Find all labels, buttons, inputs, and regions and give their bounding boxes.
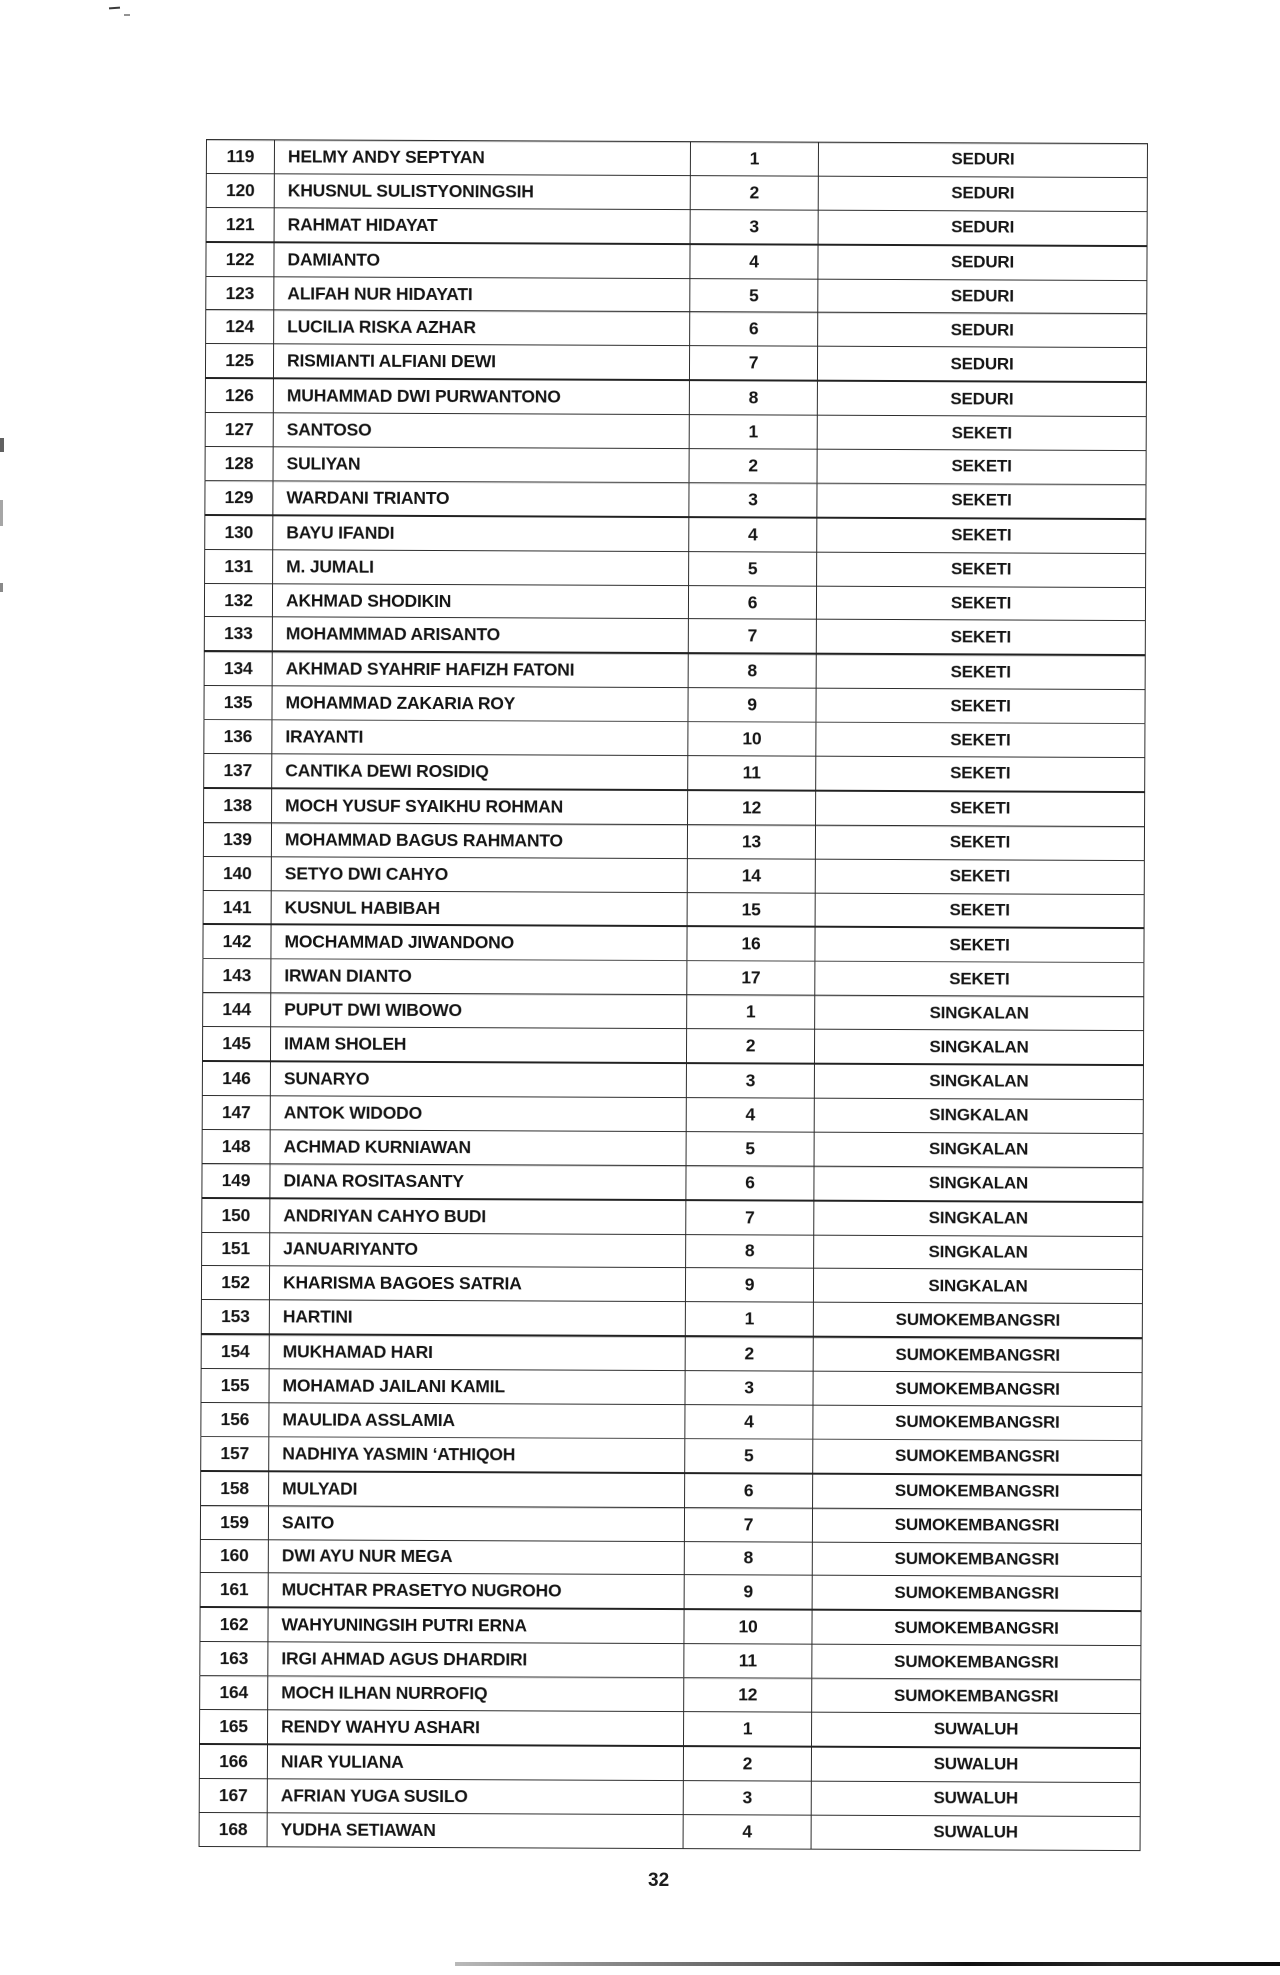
village-cell: SUMOKEMBANGSRI — [813, 1405, 1142, 1440]
row-number-cell: 145 — [202, 1027, 270, 1062]
order-number-cell: 12 — [688, 790, 816, 825]
row-number-cell: 127 — [205, 413, 273, 447]
village-cell: SEKETI — [817, 552, 1146, 587]
name-cell: MOHAMMMAD ARISANTO — [272, 617, 688, 653]
row-number-cell: 164 — [200, 1676, 268, 1710]
row-number-cell: 131 — [205, 549, 273, 583]
order-number-cell: 3 — [689, 483, 817, 518]
table-row — [201, 1300, 1142, 1338]
table-row — [202, 1061, 1143, 1099]
village-cell: SUMOKEMBANGSRI — [813, 1371, 1142, 1406]
table-row — [202, 1232, 1143, 1270]
name-cell: SUNARYO — [270, 1061, 686, 1097]
name-cell: DAMIANTO — [274, 242, 690, 278]
village-cell: SUWALUH — [811, 1815, 1140, 1850]
order-number-cell: 2 — [690, 176, 818, 210]
village-cell: SINGKALAN — [814, 1166, 1143, 1202]
row-number-cell: 130 — [205, 515, 273, 550]
table-row — [203, 822, 1144, 860]
row-number-cell: 159 — [200, 1505, 268, 1539]
table-row — [202, 1095, 1143, 1133]
order-number-cell: 5 — [686, 1131, 814, 1165]
name-cell: RISMIANTI ALFIANI DEWI — [273, 344, 689, 380]
table-row — [201, 1402, 1142, 1440]
village-cell: SEKETI — [815, 825, 1144, 860]
village-cell: SUMOKEMBANGSRI — [812, 1576, 1141, 1612]
village-cell: SEDURI — [817, 347, 1146, 383]
name-cell: MOCHAMMAD JIWANDONO — [271, 925, 687, 961]
village-cell: SUMOKEMBANGSRI — [812, 1678, 1141, 1713]
scan-artifact-dash — [109, 7, 120, 10]
table-row — [203, 890, 1144, 928]
name-cell: IRAYANTI — [272, 720, 688, 756]
order-number-cell: 1 — [687, 995, 815, 1029]
scan-artifact-bottom-edge-line — [455, 1962, 1280, 1966]
table-row — [204, 720, 1145, 758]
order-number-cell: 9 — [684, 1575, 812, 1610]
order-number-cell: 2 — [685, 1336, 813, 1371]
table-row — [205, 447, 1146, 485]
row-number-cell: 167 — [199, 1778, 267, 1812]
name-cell: ANDRIYAN CAHYO BUDI — [270, 1198, 686, 1234]
village-cell: SINGKALAN — [814, 1098, 1143, 1133]
table-row — [203, 959, 1144, 997]
order-number-cell: 3 — [683, 1780, 811, 1814]
row-number-cell: 153 — [201, 1300, 269, 1335]
order-number-cell: 2 — [683, 1746, 811, 1781]
name-cell: SANTOSO — [273, 413, 689, 449]
row-number-cell: 126 — [205, 378, 273, 413]
name-cell: M. JUMALI — [273, 549, 689, 585]
village-cell: SEDURI — [817, 381, 1146, 417]
table-row — [204, 617, 1145, 655]
row-number-cell: 152 — [201, 1266, 269, 1300]
row-number-cell: 154 — [201, 1334, 269, 1369]
name-cell: ANTOK WIDODO — [270, 1096, 686, 1132]
order-number-cell: 9 — [688, 688, 816, 722]
village-cell: SEKETI — [816, 756, 1145, 792]
name-cell: RENDY WAHYU ASHARI — [267, 1710, 683, 1746]
village-cell: SEKETI — [815, 962, 1144, 997]
village-cell: SUMOKEMBANGSRI — [812, 1644, 1141, 1679]
table-row — [200, 1505, 1141, 1543]
order-number-cell: 7 — [688, 619, 816, 654]
scan-artifact-speck — [0, 438, 4, 452]
name-cell: CANTIKA DEWI ROSIDIQ — [272, 754, 688, 790]
table-row — [202, 1163, 1143, 1201]
order-number-cell: 5 — [689, 551, 817, 585]
table-row — [202, 1027, 1143, 1065]
table-row — [200, 1642, 1141, 1680]
name-cell: HARTINI — [269, 1300, 685, 1336]
table-row — [204, 651, 1145, 689]
village-cell: SUMOKEMBANGSRI — [813, 1473, 1142, 1509]
row-number-cell: 129 — [205, 480, 273, 515]
name-cell: YUDHA SETIAWAN — [267, 1812, 683, 1848]
row-number-cell: 148 — [202, 1129, 270, 1163]
table-row — [201, 1436, 1142, 1474]
table-row — [201, 1369, 1142, 1407]
table-row — [199, 1812, 1140, 1850]
name-cell: WARDANI TRIANTO — [273, 481, 689, 517]
order-number-cell: 4 — [685, 1405, 813, 1439]
village-cell: SUWALUH — [811, 1781, 1140, 1816]
order-number-cell: 1 — [685, 1302, 813, 1337]
village-cell: SEKETI — [815, 893, 1144, 929]
row-number-cell: 128 — [205, 447, 273, 481]
row-number-cell: 165 — [199, 1709, 267, 1744]
table-row — [202, 1129, 1143, 1167]
order-number-cell: 8 — [686, 1234, 814, 1268]
order-number-cell: 3 — [686, 1063, 814, 1098]
row-number-cell: 146 — [202, 1061, 270, 1096]
row-number-cell: 139 — [203, 822, 271, 856]
row-number-cell: 140 — [203, 856, 271, 890]
name-cell: MOHAMMAD ZAKARIA ROY — [272, 686, 688, 722]
row-number-cell: 120 — [206, 173, 274, 207]
scan-artifact-speck — [0, 500, 3, 526]
village-cell: SUMOKEMBANGSRI — [813, 1439, 1142, 1475]
name-cell: KUSNUL HABIBAH — [271, 890, 687, 926]
name-cell: MUCHTAR PRASETYO NUGROHO — [268, 1573, 684, 1609]
village-cell: SEKETI — [816, 722, 1145, 757]
village-cell: SEKETI — [817, 517, 1146, 553]
table-row — [206, 242, 1147, 280]
village-cell: SINGKALAN — [814, 1132, 1143, 1167]
name-cell: BAYU IFANDI — [273, 515, 689, 551]
order-number-cell: 12 — [684, 1678, 812, 1712]
table-row — [206, 207, 1147, 245]
name-cell: HELMY ANDY SEPTYAN — [274, 140, 690, 176]
row-number-cell: 156 — [201, 1402, 269, 1436]
order-number-cell: 8 — [684, 1541, 812, 1575]
order-number-cell: 17 — [687, 961, 815, 995]
row-number-cell: 155 — [201, 1369, 269, 1403]
order-number-cell: 6 — [686, 1165, 814, 1200]
order-number-cell: 7 — [684, 1507, 812, 1541]
row-number-cell: 158 — [201, 1471, 269, 1506]
name-cell: SULIYAN — [273, 447, 689, 483]
table-row — [204, 583, 1145, 621]
village-cell: SEKETI — [816, 586, 1145, 621]
village-cell: SUMOKEMBANGSRI — [812, 1610, 1141, 1646]
order-number-cell: 7 — [686, 1200, 814, 1235]
table-row — [206, 140, 1147, 178]
row-number-cell: 162 — [200, 1607, 268, 1642]
village-cell: SINGKALAN — [815, 995, 1144, 1030]
row-number-cell: 144 — [203, 993, 271, 1027]
row-number-cell: 123 — [206, 276, 274, 310]
village-cell: SEDURI — [818, 279, 1147, 314]
name-cell: MOCH ILHAN NURROFIQ — [268, 1676, 684, 1712]
village-cell: SINGKALAN — [814, 1029, 1143, 1065]
village-cell: SEDURI — [818, 176, 1147, 211]
name-cell: IMAM SHOLEH — [270, 1027, 686, 1063]
name-cell: WAHYUNINGSIH PUTRI ERNA — [268, 1608, 684, 1644]
name-cell: LUCILIA RISKA AZHAR — [274, 310, 690, 346]
name-cell: MUHAMMAD DWI PURWANTONO — [273, 379, 689, 415]
name-cell: DIANA ROSITASANTY — [270, 1164, 686, 1200]
table-row — [199, 1744, 1140, 1782]
order-number-cell: 3 — [685, 1371, 813, 1405]
table-row — [205, 549, 1146, 587]
order-number-cell: 3 — [690, 209, 818, 244]
table-row — [206, 173, 1147, 211]
table-row — [205, 480, 1146, 518]
name-cell: AKHMAD SHODIKIN — [272, 583, 688, 619]
village-cell: SUWALUH — [811, 1747, 1140, 1783]
table-row — [199, 1709, 1140, 1747]
table-row — [204, 788, 1145, 826]
row-number-cell: 121 — [206, 207, 274, 242]
name-cell: AKHMAD SYAHRIF HAFIZH FATONI — [272, 652, 688, 688]
name-cell: DWI AYU NUR MEGA — [268, 1539, 684, 1575]
village-cell: SINGKALAN — [814, 1200, 1143, 1236]
order-number-cell: 14 — [687, 858, 815, 892]
order-number-cell: 4 — [689, 517, 817, 552]
table-row — [203, 924, 1144, 962]
row-number-cell: 168 — [199, 1812, 267, 1846]
name-cell: SETYO DWI CAHYO — [271, 856, 687, 892]
order-number-cell: 9 — [685, 1268, 813, 1302]
name-cell: MOHAMAD JAILANI KAMIL — [269, 1369, 685, 1405]
village-cell: SEKETI — [815, 859, 1144, 894]
table-row — [206, 310, 1147, 348]
village-cell: SEKETI — [816, 654, 1145, 690]
village-cell: SUWALUH — [811, 1712, 1140, 1748]
order-number-cell: 11 — [684, 1644, 812, 1678]
row-number-cell: 125 — [205, 344, 273, 379]
row-number-cell: 138 — [204, 788, 272, 823]
order-number-cell: 5 — [685, 1438, 813, 1473]
order-number-cell: 8 — [689, 380, 817, 415]
name-cell: MUKHAMAD HARI — [269, 1334, 685, 1370]
village-cell: SEDURI — [818, 244, 1147, 280]
order-number-cell: 10 — [684, 1609, 812, 1644]
row-number-cell: 119 — [206, 140, 274, 174]
table-row — [203, 856, 1144, 894]
table-row — [200, 1573, 1141, 1611]
order-number-cell: 2 — [689, 449, 817, 483]
order-number-cell: 1 — [689, 415, 817, 449]
order-number-cell: 6 — [685, 1473, 813, 1508]
row-number-cell: 161 — [200, 1573, 268, 1608]
roster-table — [199, 139, 1148, 1851]
name-cell: ACHMAD KURNIAWAN — [270, 1130, 686, 1166]
village-cell: SEKETI — [817, 415, 1146, 450]
row-number-cell: 134 — [204, 651, 272, 686]
order-number-cell: 1 — [683, 1712, 811, 1747]
order-number-cell: 10 — [688, 722, 816, 756]
village-cell: SINGKALAN — [814, 1235, 1143, 1270]
village-cell: SEDURI — [818, 142, 1147, 177]
row-number-cell: 150 — [202, 1198, 270, 1233]
row-number-cell: 142 — [203, 924, 271, 959]
row-number-cell: 135 — [204, 686, 272, 720]
table-row — [200, 1539, 1141, 1577]
name-cell: KHARISMA BAGOES SATRIA — [269, 1266, 685, 1302]
row-number-cell: 122 — [206, 242, 274, 277]
roster-table-container — [199, 139, 1148, 1851]
table-row — [203, 993, 1144, 1031]
village-cell: SEKETI — [815, 927, 1144, 963]
order-number-cell: 6 — [690, 312, 818, 346]
table-row — [204, 754, 1145, 792]
scan-artifact-speck — [0, 583, 3, 592]
name-cell: IRGI AHMAD AGUS DHARDIRI — [268, 1642, 684, 1678]
order-number-cell: 4 — [683, 1814, 811, 1848]
page-number: 32 — [648, 1870, 670, 1891]
row-number-cell: 136 — [204, 720, 272, 754]
row-number-cell: 124 — [206, 310, 274, 344]
order-number-cell: 7 — [689, 346, 817, 381]
village-cell: SEDURI — [818, 210, 1147, 246]
order-number-cell: 1 — [690, 142, 818, 176]
row-number-cell: 143 — [203, 959, 271, 993]
name-cell: MULYADI — [269, 1471, 685, 1507]
row-number-cell: 133 — [204, 617, 272, 652]
village-cell: SUMOKEMBANGSRI — [813, 1337, 1142, 1373]
table-row — [201, 1334, 1142, 1372]
row-number-cell: 149 — [202, 1163, 270, 1198]
table-row — [200, 1676, 1141, 1714]
name-cell: SAITO — [268, 1505, 684, 1541]
name-cell: JANUARIYANTO — [270, 1232, 686, 1268]
roster-table-body — [199, 140, 1147, 1851]
table-row — [205, 515, 1146, 553]
scan-artifact-dash — [124, 14, 130, 16]
order-number-cell: 13 — [687, 824, 815, 858]
row-number-cell: 160 — [200, 1539, 268, 1573]
name-cell: PUPUT DWI WIBOWO — [271, 993, 687, 1029]
village-cell: SEKETI — [816, 620, 1145, 656]
name-cell: AFRIAN YUGA SUSILO — [267, 1779, 683, 1815]
name-cell: NADHIYA YASMIN ‘ATHIQOH — [269, 1437, 685, 1473]
row-number-cell: 166 — [199, 1744, 267, 1779]
village-cell: SEDURI — [818, 313, 1147, 348]
table-row — [202, 1198, 1143, 1236]
order-number-cell: 5 — [690, 278, 818, 312]
name-cell: NIAR YULIANA — [267, 1744, 683, 1780]
order-number-cell: 11 — [688, 756, 816, 791]
row-number-cell: 137 — [204, 754, 272, 789]
name-cell: IRWAN DIANTO — [271, 959, 687, 995]
table-row — [201, 1266, 1142, 1304]
table-row — [205, 413, 1146, 451]
village-cell: SEKETI — [817, 449, 1146, 484]
row-number-cell: 132 — [204, 583, 272, 617]
village-cell: SEKETI — [816, 688, 1145, 723]
order-number-cell: 6 — [688, 585, 816, 619]
row-number-cell: 151 — [202, 1232, 270, 1266]
name-cell: MOCH YUSUF SYAIKHU ROHMAN — [272, 788, 688, 824]
table-row — [201, 1471, 1142, 1509]
village-cell: SEKETI — [817, 483, 1146, 519]
order-number-cell: 8 — [688, 653, 816, 688]
table-row — [205, 378, 1146, 416]
village-cell: SINGKALAN — [814, 1064, 1143, 1100]
name-cell: RAHMAT HIDAYAT — [274, 208, 690, 244]
table-row — [204, 686, 1145, 724]
order-number-cell: 4 — [690, 244, 818, 279]
row-number-cell: 163 — [200, 1642, 268, 1676]
order-number-cell: 4 — [686, 1098, 814, 1132]
row-number-cell: 141 — [203, 890, 271, 925]
village-cell: SUMOKEMBANGSRI — [813, 1302, 1142, 1338]
village-cell: SEKETI — [816, 791, 1145, 827]
table-row — [206, 276, 1147, 314]
name-cell: MOHAMMAD BAGUS RAHMANTO — [271, 823, 687, 859]
order-number-cell: 2 — [686, 1029, 814, 1064]
village-cell: SUMOKEMBANGSRI — [812, 1542, 1141, 1577]
name-cell: MAULIDA ASSLAMIA — [269, 1403, 685, 1439]
name-cell: ALIFAH NUR HIDAYATI — [274, 276, 690, 312]
name-cell: KHUSNUL SULISTYONINGSIH — [274, 174, 690, 210]
village-cell: SUMOKEMBANGSRI — [812, 1508, 1141, 1543]
village-cell: SINGKALAN — [813, 1269, 1142, 1304]
order-number-cell: 15 — [687, 892, 815, 927]
row-number-cell: 157 — [201, 1436, 269, 1471]
table-row — [205, 344, 1146, 382]
row-number-cell: 147 — [202, 1095, 270, 1129]
table-row — [199, 1778, 1140, 1816]
order-number-cell: 16 — [687, 927, 815, 962]
table-row — [200, 1607, 1141, 1645]
